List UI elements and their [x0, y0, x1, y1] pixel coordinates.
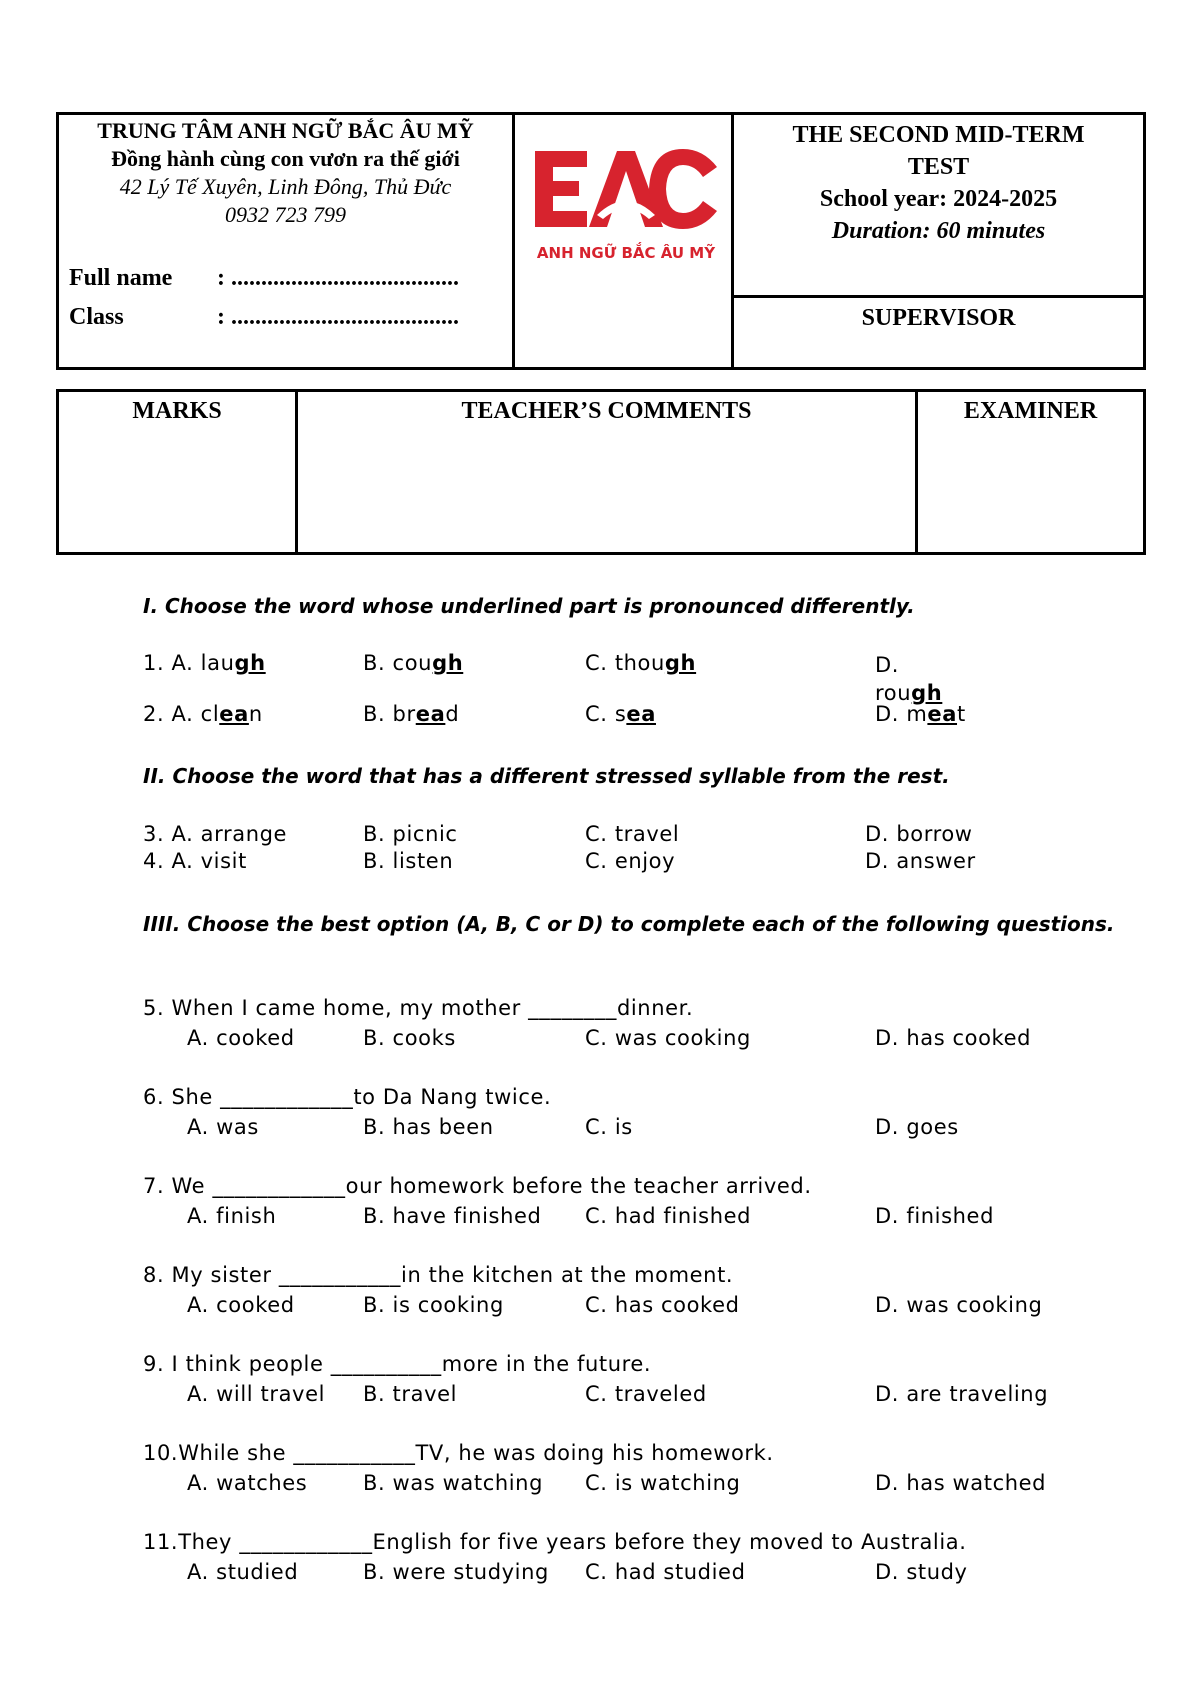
q2-option-c[interactable]: C. sea [585, 702, 656, 726]
q9-option-a[interactable]: A. will travel [187, 1382, 326, 1406]
school-info-cell [59, 115, 515, 367]
section1-title: I. Choose the word whose underlined part is pronounced differently. [143, 594, 915, 618]
full-name-field[interactable] [69, 265, 459, 292]
q10-option-a[interactable]: A. watches [187, 1471, 308, 1495]
test-title-line1: THE SECOND MID-TERM [792, 122, 1085, 148]
marks-table [56, 389, 1146, 555]
q8-option-b[interactable]: B. is cooking [363, 1293, 504, 1317]
q8-option-a[interactable]: A. cooked [187, 1293, 295, 1317]
school-phone: 0932 723 799 [225, 202, 346, 227]
q6-option-b[interactable]: B. has been [363, 1115, 494, 1139]
test-info-cell [734, 115, 1143, 367]
q6-option-d[interactable]: D. goes [875, 1115, 959, 1139]
class-label: Class [69, 304, 124, 330]
school-address: 42 Lý Tế Xuyên, Linh Đông, Thủ Đức [119, 174, 452, 199]
full-name-label: Full name [69, 265, 173, 291]
q4-option-b[interactable]: B. listen [363, 849, 454, 873]
q9-option-d[interactable]: D. are traveling [875, 1382, 1049, 1406]
q6-option-c[interactable]: C. is [585, 1115, 633, 1139]
q11-option-a[interactable]: A. studied [187, 1560, 299, 1584]
eac-logo [531, 137, 721, 267]
q5-option-a[interactable]: A. cooked [187, 1026, 295, 1050]
q7-option-d[interactable]: D. finished [875, 1204, 994, 1228]
q5-option-b[interactable]: B. cooks [363, 1026, 456, 1050]
teacher-comments-cell[interactable]: TEACHER’S COMMENTS [298, 392, 918, 552]
duration: Duration: 60 minutes [831, 218, 1046, 244]
q9-option-c[interactable]: C. traveled [585, 1382, 707, 1406]
logo-cell [515, 115, 734, 367]
q5-stem: 5. When I came home, my mother ________dinner. [143, 996, 694, 1020]
q1-option-c[interactable]: C. though [585, 651, 697, 675]
q2-option-b[interactable]: B. bread [363, 702, 460, 726]
q11-option-b[interactable]: B. were studying [363, 1560, 549, 1584]
section2-title: II. Choose the word that has a different stressed syllable from the rest. [143, 764, 950, 788]
q9-stem: 9. I think people __________more in the future. [143, 1352, 652, 1376]
q8-option-c[interactable]: C. has cooked [585, 1293, 740, 1317]
q1-option-b[interactable]: B. cough [363, 651, 464, 675]
q4-option-c[interactable]: C. enjoy [585, 849, 676, 873]
test-title-cell [734, 115, 1143, 298]
q4-option-a[interactable]: 4. A. visit [143, 849, 247, 873]
supervisor-label: SUPERVISOR [861, 305, 1016, 331]
q7-option-c[interactable]: C. had finished [585, 1204, 752, 1228]
q5-option-c[interactable]: C. was cooking [585, 1026, 751, 1050]
school-slogan: Đồng hành cùng con vươn ra thế giới [111, 146, 460, 171]
q3-option-d[interactable]: D. borrow [865, 822, 973, 846]
q1-option-d[interactable]: D. rough [875, 653, 943, 705]
class-blank[interactable]: : ...................................... [217, 304, 459, 330]
q9-option-b[interactable]: B. travel [363, 1382, 458, 1406]
q11-option-d[interactable]: D. study [875, 1560, 968, 1584]
q2-option-a[interactable]: 2. A. clean [143, 702, 263, 726]
q7-option-a[interactable]: A. finish [187, 1204, 277, 1228]
q3-option-c[interactable]: C. travel [585, 822, 680, 846]
q10-option-c[interactable]: C. is watching [585, 1471, 741, 1495]
class-field[interactable] [69, 304, 459, 331]
q3-option-a[interactable]: 3. A. arrange [143, 822, 288, 846]
q2-option-d[interactable]: D. meat [875, 702, 966, 726]
q11-option-c[interactable]: C. had studied [585, 1560, 746, 1584]
q4-option-d[interactable]: D. answer [865, 849, 976, 873]
q11-stem: 11.They ____________English for five years before they moved to Australia. [143, 1530, 967, 1554]
test-title-line2: TEST [907, 154, 970, 180]
q10-option-d[interactable]: D. has watched [875, 1471, 1047, 1495]
section3-title: IIII. Choose the best option (A, B, C or D) to complete each of the following questions. [143, 912, 1115, 936]
full-name-blank[interactable]: : ...................................... [217, 265, 459, 291]
q10-stem: 10.While she ___________TV, he was doing his homework. [143, 1441, 774, 1465]
school-year: School year: 2024-2025 [819, 186, 1058, 212]
q5-option-d[interactable]: D. has cooked [875, 1026, 1032, 1050]
q10-option-b[interactable]: B. was watching [363, 1471, 544, 1495]
examiner-cell[interactable]: EXAMINER [963, 398, 1098, 424]
q8-stem: 8. My sister ___________in the kitchen at the moment. [143, 1263, 734, 1287]
school-name: TRUNG TÂM ANH NGỮ BẮC ÂU MỸ [97, 118, 474, 143]
marks-cell[interactable]: MARKS [59, 392, 298, 552]
q6-stem: 6. She ____________to Da Nang twice. [143, 1085, 552, 1109]
q3-option-b[interactable]: B. picnic [363, 822, 458, 846]
q8-option-d[interactable]: D. was cooking [875, 1293, 1043, 1317]
school-info [59, 117, 512, 229]
q7-stem: 7. We ____________our homework before the teacher arrived. [143, 1174, 812, 1198]
header-table [56, 112, 1146, 370]
q6-option-a[interactable]: A. was [187, 1115, 259, 1139]
q1-option-a[interactable]: 1. A. laugh [143, 651, 266, 675]
q7-option-b[interactable]: B. have finished [363, 1204, 542, 1228]
logo-caption: ANH NGỮ BẮC ÂU MỸ [536, 244, 716, 262]
